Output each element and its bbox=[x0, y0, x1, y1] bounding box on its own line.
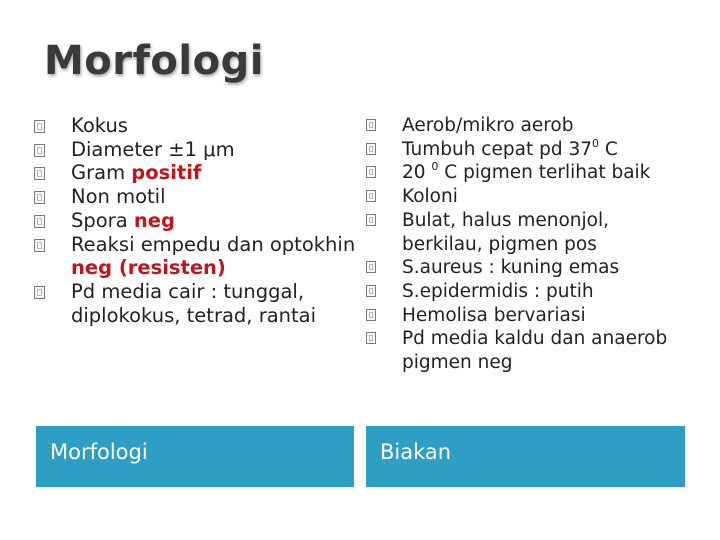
bullet-icon bbox=[34, 215, 45, 228]
bullet-icon bbox=[366, 190, 376, 202]
item-text: Pd media kaldu dan anaerob pigmen neg bbox=[402, 328, 668, 374]
superscript: 0 bbox=[431, 160, 439, 174]
item-text: Bulat, halus menonjol, berkilau, pigmen pos bbox=[402, 209, 610, 255]
bullet-icon bbox=[34, 191, 45, 204]
biakan-label-bar: Biakan bbox=[366, 426, 685, 487]
highlight-text: positif bbox=[131, 161, 202, 185]
bullet-icon bbox=[34, 239, 45, 252]
biakan-list bbox=[366, 114, 688, 375]
bullet-icon bbox=[34, 286, 45, 299]
list-item bbox=[366, 304, 688, 328]
list-item bbox=[34, 138, 356, 162]
list-item bbox=[366, 185, 688, 209]
item-text: Tumbuh cepat pd 37 bbox=[402, 138, 592, 160]
item-text: C pigmen terlihat baik bbox=[438, 162, 651, 184]
item-text: Gram bbox=[71, 161, 132, 185]
bullet-icon bbox=[366, 332, 376, 344]
list-item bbox=[366, 256, 688, 280]
highlight-text: neg bbox=[133, 208, 175, 232]
item-text: Pd media cair : tunggal, diplokokus, tetrad, rantai bbox=[71, 279, 317, 327]
bullet-icon bbox=[34, 120, 45, 133]
item-text: Reaksi empedu dan optokhin bbox=[71, 232, 356, 256]
item-text: Diameter ±1 μm bbox=[71, 137, 235, 161]
bullet-icon bbox=[366, 214, 376, 226]
item-text: Aerob/mikro aerob bbox=[402, 115, 574, 136]
bullet-icon bbox=[366, 309, 376, 321]
list-item bbox=[366, 280, 688, 304]
item-text: Koloni bbox=[402, 186, 458, 208]
list-item bbox=[366, 209, 688, 256]
item-text: Spora bbox=[71, 208, 134, 232]
item-text: S.aureus : kuning emas bbox=[402, 257, 620, 279]
item-text: 20 bbox=[402, 162, 432, 184]
bullet-icon bbox=[366, 119, 376, 131]
list-item bbox=[34, 161, 356, 185]
morfologi-label-bar: Morfologi bbox=[36, 426, 354, 487]
bullet-icon bbox=[366, 261, 376, 273]
bullet-icon bbox=[34, 167, 45, 180]
list-item bbox=[366, 114, 688, 138]
superscript: 0 bbox=[592, 136, 599, 150]
bullet-icon bbox=[366, 166, 376, 178]
item-text: S.epidermidis : putih bbox=[402, 280, 594, 302]
bullet-icon bbox=[34, 144, 45, 157]
list-item bbox=[34, 280, 356, 327]
bullet-icon bbox=[366, 285, 376, 297]
list-item bbox=[366, 327, 688, 374]
item-text: Non motil bbox=[71, 185, 166, 209]
morfologi-list bbox=[34, 114, 356, 327]
list-item bbox=[34, 233, 356, 280]
bullet-icon bbox=[366, 143, 376, 155]
list-item bbox=[366, 161, 688, 185]
list-item bbox=[366, 138, 688, 162]
highlight-text: neg (resisten) bbox=[71, 256, 226, 280]
list-item bbox=[34, 209, 356, 233]
page-title: Morfologi bbox=[44, 38, 264, 84]
item-text: C bbox=[599, 138, 618, 160]
item-text: Hemolisa bervariasi bbox=[402, 304, 586, 326]
list-item bbox=[34, 185, 356, 209]
list-item bbox=[34, 114, 356, 138]
item-text: Kokus bbox=[71, 114, 128, 137]
